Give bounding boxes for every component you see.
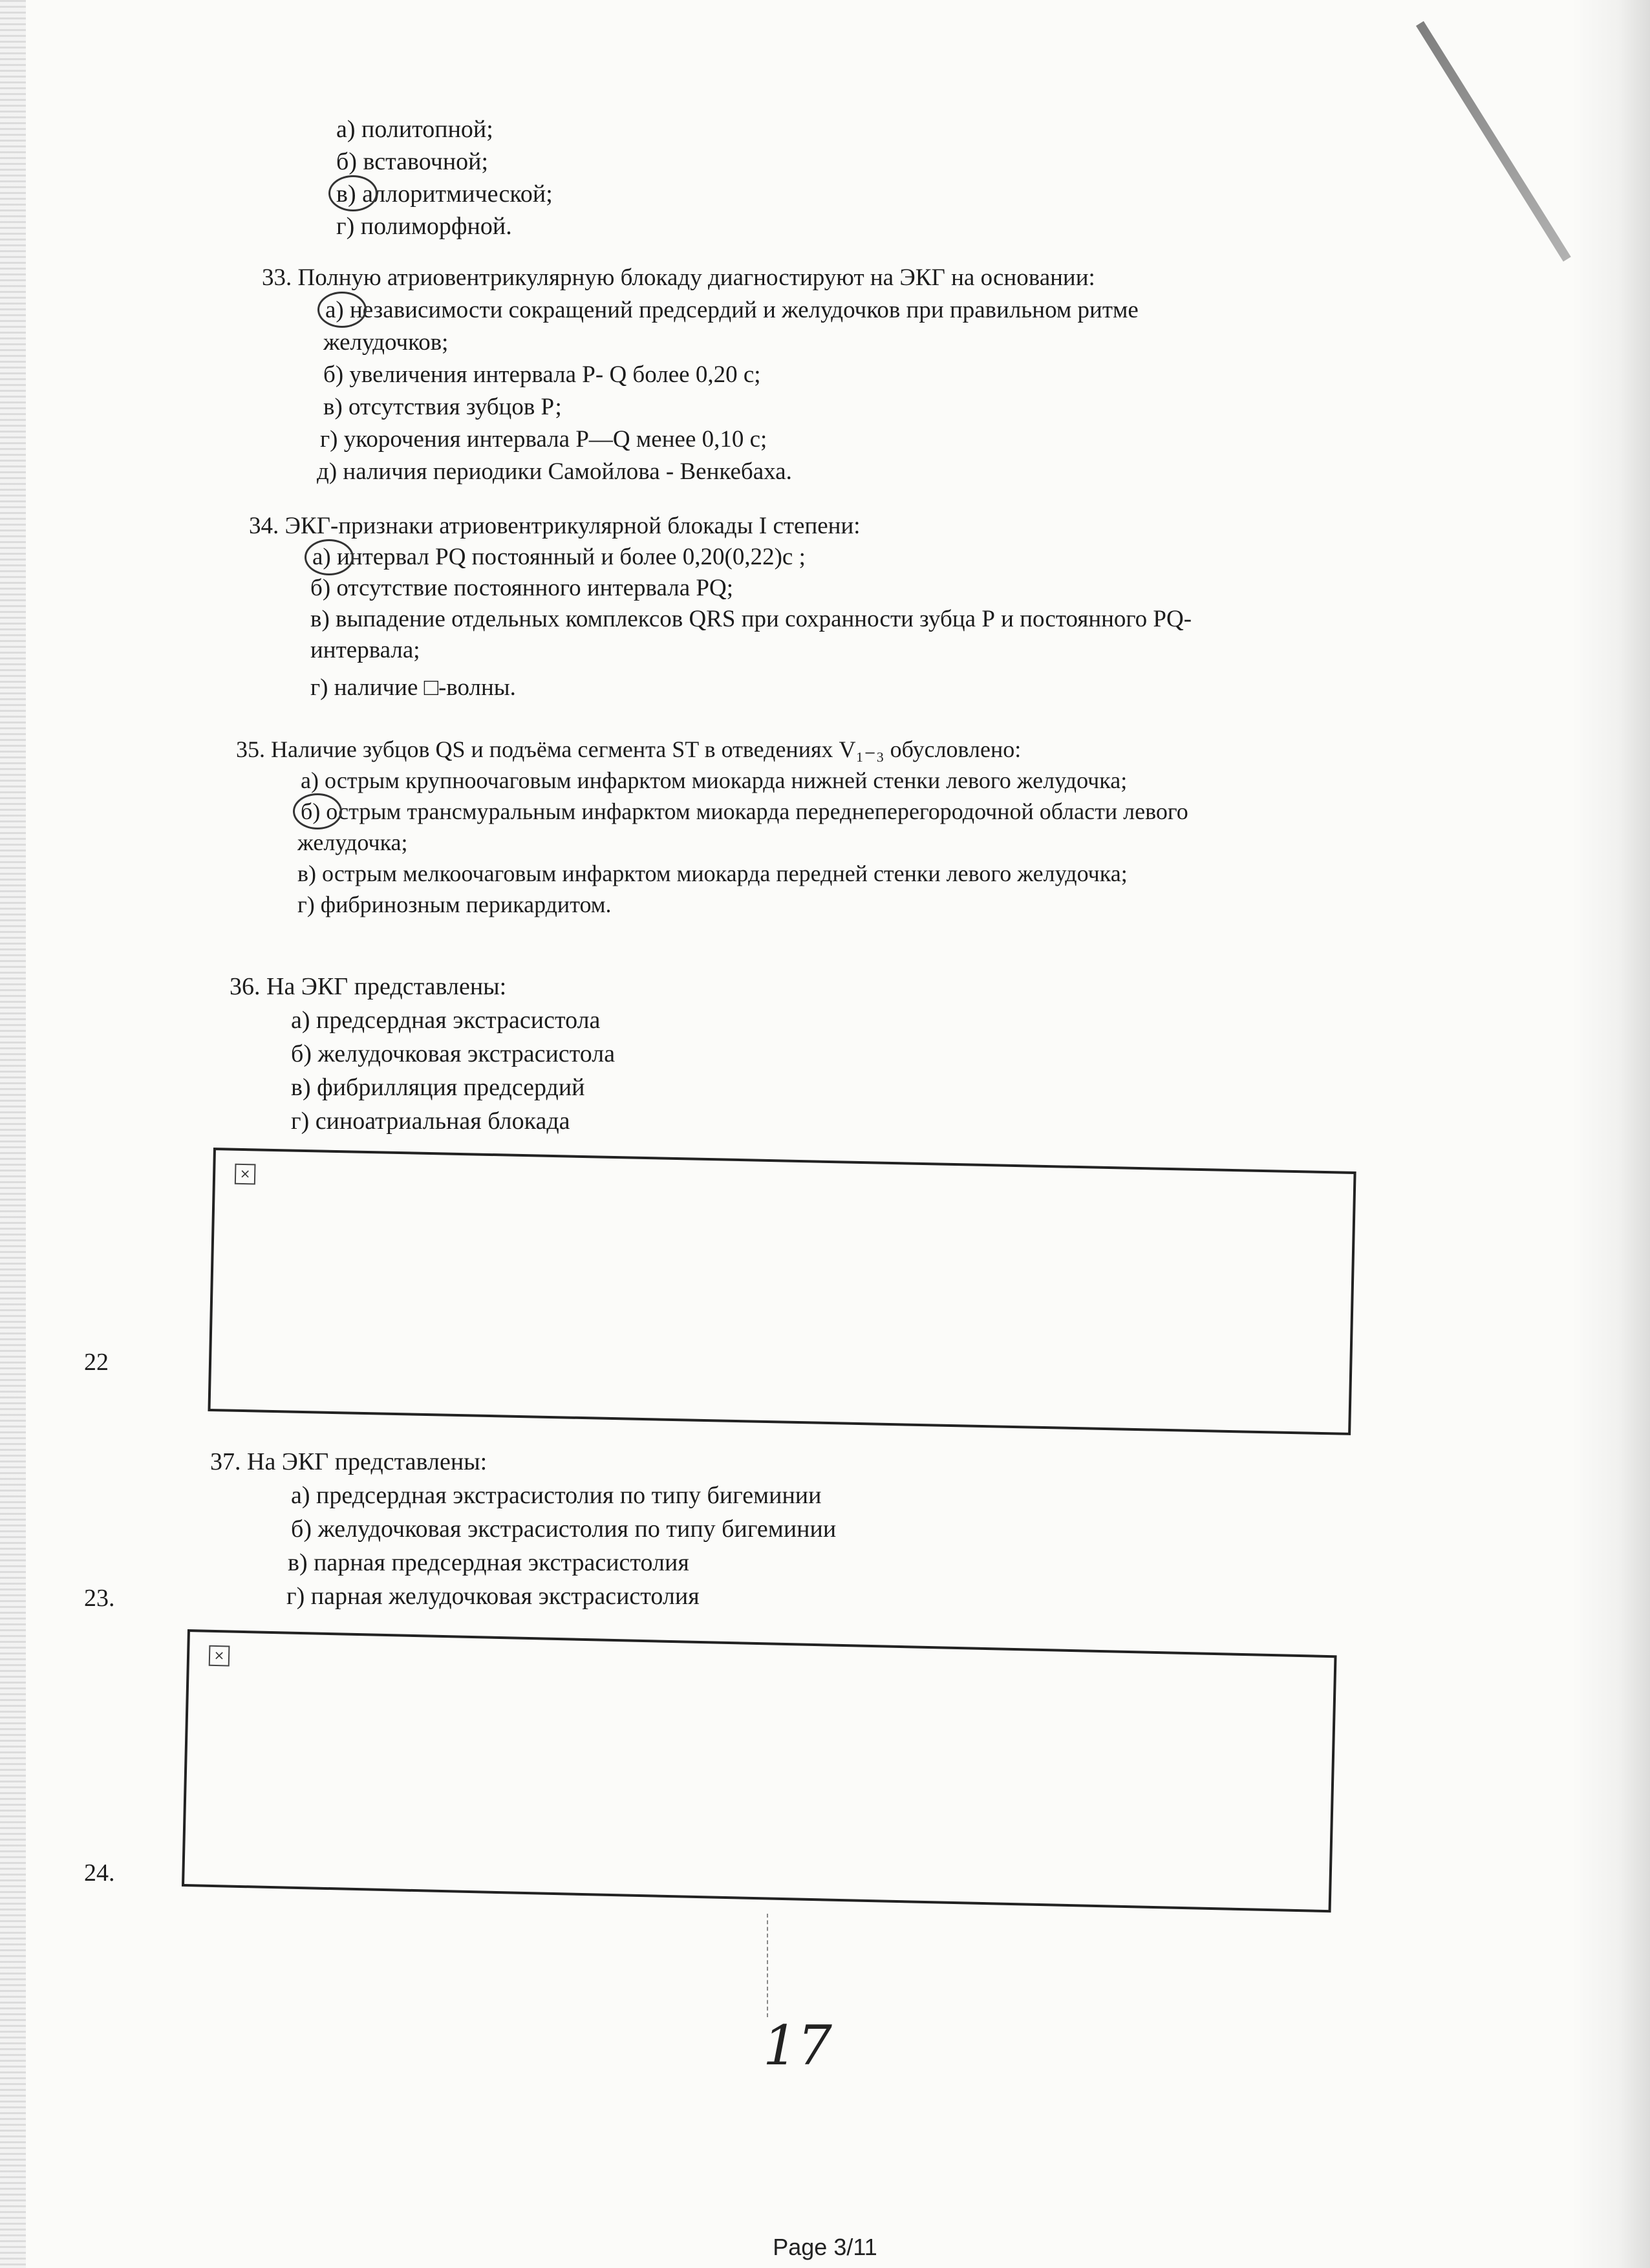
option-circled: б) острым трансмуральным инфарктом миокарда переднеперегородочной области левого bbox=[301, 796, 1188, 827]
option: г) укорочения интервала Р—Q менее 0,10 с; bbox=[320, 426, 767, 453]
option-circled: а) интервал PQ постоянный и более 0,20(0,22)с ; bbox=[312, 542, 1192, 573]
ecg-image-placeholder bbox=[182, 1629, 1337, 1912]
option: а) предсердная экстрасистолия по типу бигеминии bbox=[291, 1482, 822, 1509]
margin-number: 22 bbox=[84, 1349, 109, 1376]
ecg-image-placeholder bbox=[208, 1148, 1356, 1435]
prev-question-options bbox=[336, 113, 553, 242]
option: д) наличия периодики Самойлова - Венкебаха. bbox=[317, 458, 792, 485]
option: интервала; bbox=[310, 637, 420, 663]
scan-left-edge bbox=[0, 0, 26, 2268]
question-36 bbox=[230, 970, 615, 1138]
margin-number: 24. bbox=[84, 1859, 115, 1887]
option-circled: а) независимости сокращений предсердий и желудочков при правильном ритме bbox=[325, 294, 1139, 326]
option: б) вставочной; bbox=[336, 148, 489, 175]
option: б) отсутствие постоянного интервала PQ; bbox=[310, 575, 734, 601]
question-33 bbox=[262, 262, 1139, 488]
question-34 bbox=[249, 511, 1192, 703]
question-title: 33. Полную атриовентрикулярную блокаду диагностируют на ЭКГ на основании: bbox=[262, 264, 1095, 291]
option: б) желудочковая экстрасистола bbox=[291, 1040, 616, 1067]
broken-image-icon: × bbox=[209, 1645, 230, 1667]
option: а) предсердная экстрасистола bbox=[291, 1007, 601, 1034]
option: г) парная желудочковая экстрасистолия bbox=[286, 1583, 700, 1610]
option: г) наличие □-волны. bbox=[310, 674, 516, 701]
handwritten-page-number: 17 bbox=[763, 2014, 832, 2077]
question-title: 35. Наличие зубцов QS и подъёма сегмента ST в отведениях V₁₋₃ обусловлено: bbox=[236, 736, 1022, 762]
option: а) острым крупноочаговым инфарктом миокарда нижней стенки левого желудочка; bbox=[301, 767, 1128, 793]
margin-number: 23. bbox=[84, 1585, 115, 1612]
option: а) политопной; bbox=[336, 116, 493, 143]
question-title: 37. На ЭКГ представлены: bbox=[210, 1448, 488, 1475]
option: в) фибрилляция предсердий bbox=[291, 1074, 585, 1101]
option: б) увеличения интервала Р- Q более 0,20 с; bbox=[323, 361, 761, 388]
scan-artifact-line bbox=[767, 1914, 768, 2017]
question-35 bbox=[236, 734, 1188, 920]
option-circled: в) аллоритмической; bbox=[336, 178, 553, 210]
option: желудочков; bbox=[323, 329, 449, 356]
option: в) выпадение отдельных комплексов QRS при сохранности зубца Р и постоянного PQ- bbox=[310, 606, 1192, 632]
question-title: 36. На ЭКГ представлены: bbox=[230, 973, 507, 1000]
option: в) острым мелкоочаговым инфарктом миокарда передней стенки левого желудочка; bbox=[297, 861, 1128, 886]
scan-fold-mark bbox=[1416, 21, 1571, 262]
option: г) полиморфной. bbox=[336, 213, 512, 240]
question-37 bbox=[210, 1445, 836, 1613]
question-title: 34. ЭКГ-признаки атриовентрикулярной блокады I степени: bbox=[249, 513, 861, 539]
option: желудочка; bbox=[297, 829, 408, 855]
option: г) фибринозным перикардитом. bbox=[297, 892, 612, 917]
option: в) отсутствия зубцов Р; bbox=[323, 394, 562, 420]
broken-image-icon: × bbox=[235, 1164, 256, 1185]
option: в) парная предсердная экстрасистолия bbox=[288, 1549, 689, 1576]
scan-right-shadow bbox=[1572, 0, 1650, 2268]
option: б) желудочковая экстрасистолия по типу бигеминии bbox=[291, 1515, 837, 1543]
option: г) синоатриальная блокада bbox=[291, 1107, 570, 1135]
page-footer: Page 3/11 bbox=[773, 2234, 877, 2260]
